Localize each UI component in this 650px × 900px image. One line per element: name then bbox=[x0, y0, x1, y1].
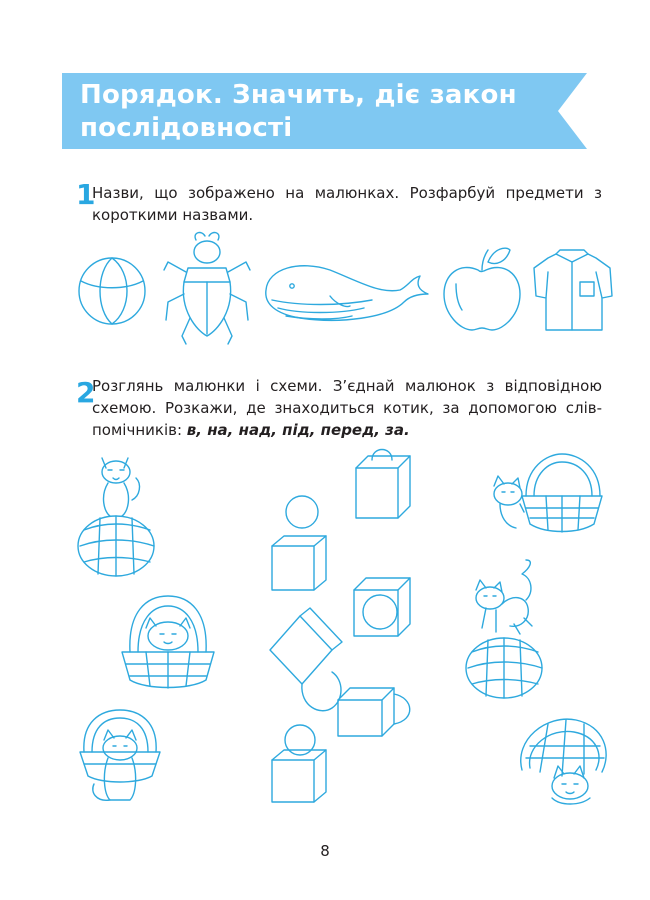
cat-in-basket[interactable] bbox=[122, 596, 214, 688]
cat-in-front-of-basket[interactable] bbox=[80, 710, 160, 800]
cat-above-basket[interactable] bbox=[466, 560, 542, 698]
scheme-ball-in-front-of-cube[interactable] bbox=[356, 450, 410, 519]
task-2-instruction: Розглянь малюнки і схеми. З’єднай малюнок з відповідною схемою. Розкажи, де знаходиться котик, за допомогою слів-помічників: bbox=[92, 377, 602, 439]
task-2-number: 2 bbox=[76, 376, 96, 409]
cat-under-basket[interactable] bbox=[521, 719, 606, 804]
apple-icon[interactable] bbox=[444, 248, 520, 330]
scheme-ball-on-cube[interactable] bbox=[272, 725, 326, 802]
whale-icon[interactable] bbox=[266, 266, 428, 321]
scheme-ball-above-cube[interactable] bbox=[272, 496, 326, 590]
task-1-number: 1 bbox=[76, 178, 96, 211]
task-2-helper-words: в, на, над, під, перед, за. bbox=[186, 421, 410, 439]
ball-icon[interactable] bbox=[79, 258, 145, 324]
cat-on-basket[interactable] bbox=[78, 458, 154, 576]
page-number: 8 bbox=[320, 842, 330, 860]
task-1-text: Назви, що зображено на малюнках. Розфарбуй предмети з короткими назвами. bbox=[92, 184, 602, 224]
page-title: Порядок. Значить, діє закон послідовності bbox=[80, 80, 517, 143]
cat-behind-basket[interactable] bbox=[494, 454, 602, 532]
scheme-ball-under-cube[interactable] bbox=[270, 608, 342, 711]
shirt-icon[interactable] bbox=[534, 250, 612, 330]
scheme-ball-behind-cube[interactable] bbox=[338, 688, 410, 736]
scheme-ball-in-cube[interactable] bbox=[354, 578, 410, 636]
beetle-icon[interactable] bbox=[164, 233, 250, 344]
